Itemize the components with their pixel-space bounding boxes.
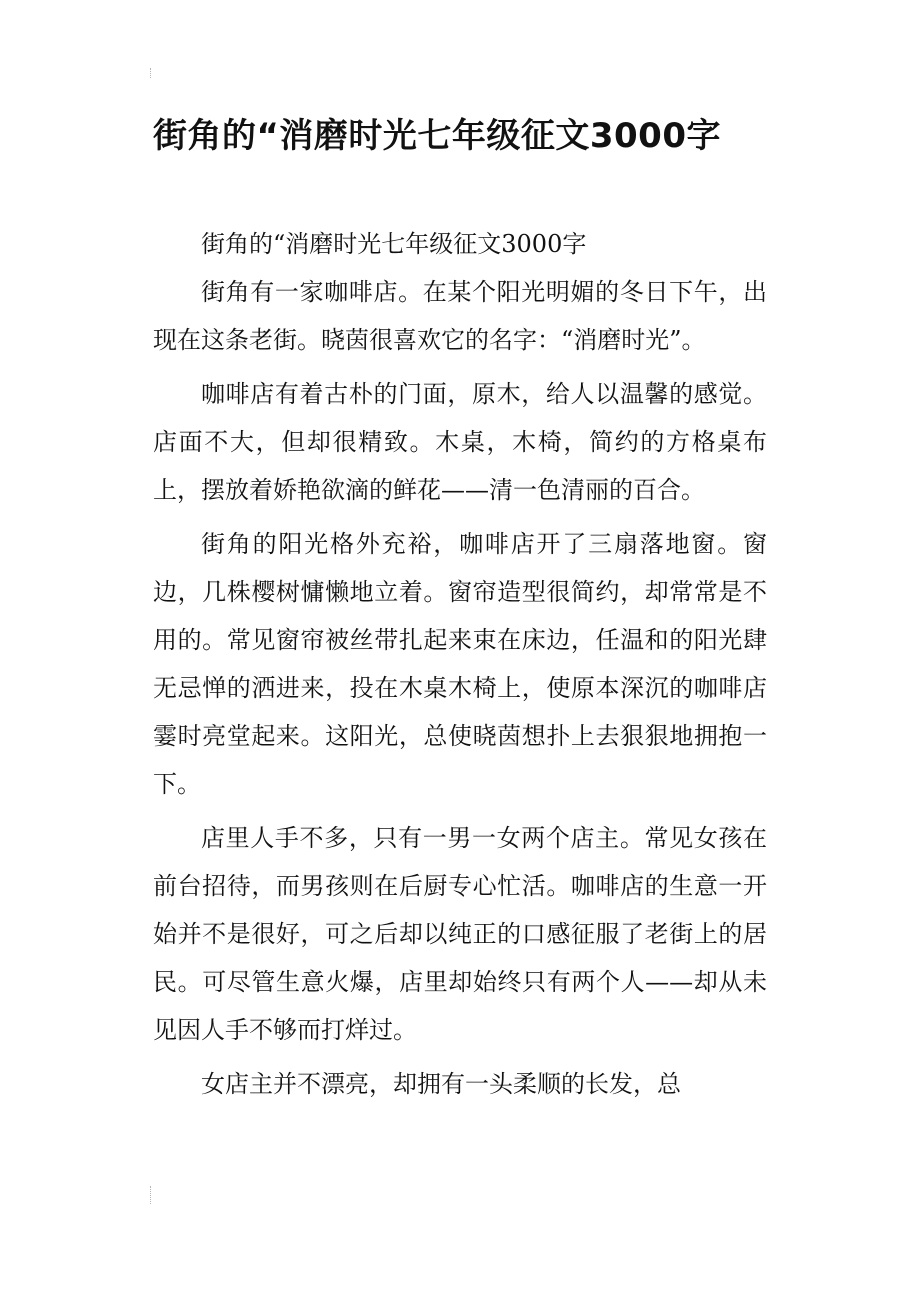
document-body <box>153 220 767 1108</box>
bottom-corner-mark <box>150 1186 157 1204</box>
paragraph-4: 店里人手不多，只有一男一女两个店主。常见女孩在前台招待，而男孩则在后厨专心忙活。咖啡店的生意一开始并不是很好，可之后却以纯正的口感征服了老街上的居民。可尽管生意火爆，店里却始终只有两个人——却从未见因人手不够而打烊过。 <box>153 824 767 1044</box>
paragraph-subtitle: 街角的“消磨时光七年级征文3000字 <box>201 230 587 258</box>
paragraph-2: 咖啡店有着古朴的门面，原木，给人以温馨的感觉。店面不大，但却很精致。木桌，木椅，简约的方格桌布上，摆放着娇艳欲滴的鲜花——清一色清丽的百合。 <box>153 380 767 504</box>
paragraph-5: 女店主并不漂亮，却拥有一头柔顺的长发，总 <box>201 1070 681 1098</box>
document-title: 街角的“消磨时光七年级征文3000字 <box>153 116 721 156</box>
paragraph-3: 街角的阳光格外充裕，咖啡店开了三扇落地窗。窗边，几株樱树慵懒地立着。窗帘造型很简约，却常常是不用的。常见窗帘被丝带扎起来束在床边，任温和的阳光肆无忌惮的洒进来，投在木桌木椅上，使原本深沉的咖啡店霎时亮堂起来。这阳光，总使晓茵想扑上去狠狠地拥抱一下。 <box>153 530 767 798</box>
paragraph-1: 街角有一家咖啡店。在某个阳光明媚的冬日下午，出现在这条老街。晓茵很喜欢它的名字：“消磨时光”。 <box>153 278 767 354</box>
top-corner-mark <box>150 68 157 78</box>
